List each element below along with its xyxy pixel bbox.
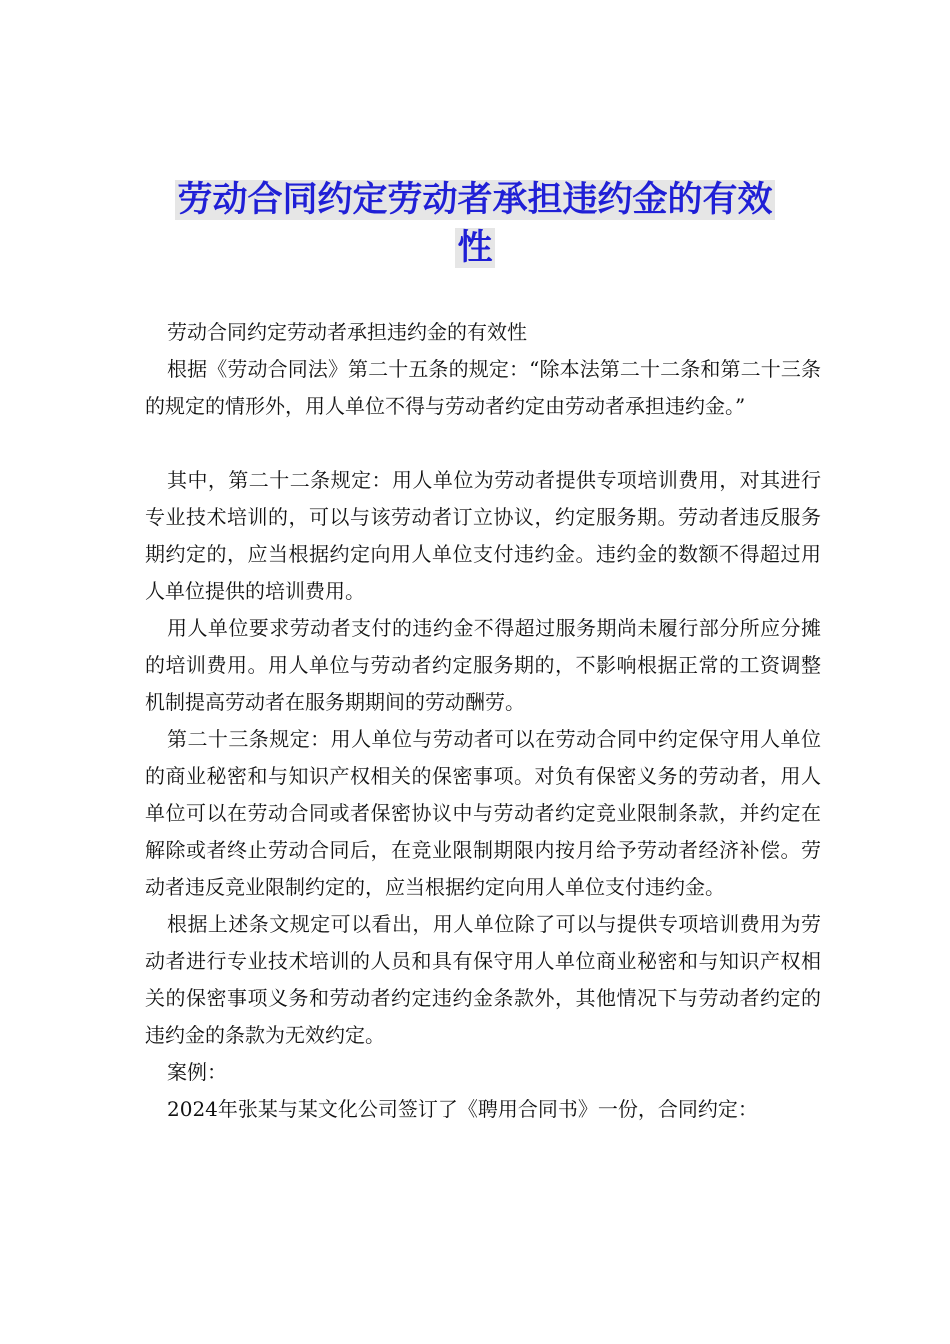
paragraph-conclusion: 根据上述条文规定可以看出，用人单位除了可以与提供专项培训费用为劳动者进行专业技术培训的人员和具有保守用人单位商业秘密和与知识产权相关的保密事项义务和劳动者约定违约金条款外，其他情况下与劳动者约定的违约金的条款为无效约定。	[145, 912, 821, 1047]
paragraph-case-label: 案例：	[167, 1060, 227, 1084]
title-line-2: 性	[457, 228, 493, 268]
document-title	[145, 176, 805, 272]
title-line-1: 劳动合同约定劳动者承担违约金的有效	[177, 180, 773, 220]
document-body	[145, 314, 821, 1128]
paragraph-article-25: 根据《劳动合同法》第二十五条的规定：“除本法第二十二条和第二十三条的规定的情形外，用人单位不得与劳动者约定由劳动者承担违约金。”	[145, 357, 821, 418]
paragraph-article-23: 第二十三条规定：用人单位与劳动者可以在劳动合同中约定保守用人单位的商业秘密和与知识产权相关的保密事项。对负有保密义务的劳动者，用人单位可以在劳动合同或者保密协议中与劳动者约定竞业限制条款，并约定在解除或者终止劳动合同后，在竞业限制期限内按月给予劳动者经济补偿。劳动者违反竞业限制约定的，应当根据约定向用人单位支付违约金。	[145, 727, 821, 899]
paragraph-training-fee: 用人单位要求劳动者支付的违约金不得超过服务期尚未履行部分所应分摊的培训费用。用人单位与劳动者约定服务期的，不影响根据正常的工资调整机制提高劳动者在服务期期间的劳动酬劳。	[145, 616, 821, 714]
paragraph-case-start: 2024年张某与某文化公司签订了《聘用合同书》一份，合同约定：	[167, 1097, 758, 1121]
paragraph-heading: 劳动合同约定劳动者承担违约金的有效性	[167, 320, 527, 344]
paragraph-article-22: 其中，第二十二条规定：用人单位为劳动者提供专项培训费用，对其进行专业技术培训的，可以与该劳动者订立协议，约定服务期。劳动者违反服务期约定的，应当根据约定向用人单位支付违约金。违约金的数额不得超过用人单位提供的培训费用。	[145, 468, 821, 603]
